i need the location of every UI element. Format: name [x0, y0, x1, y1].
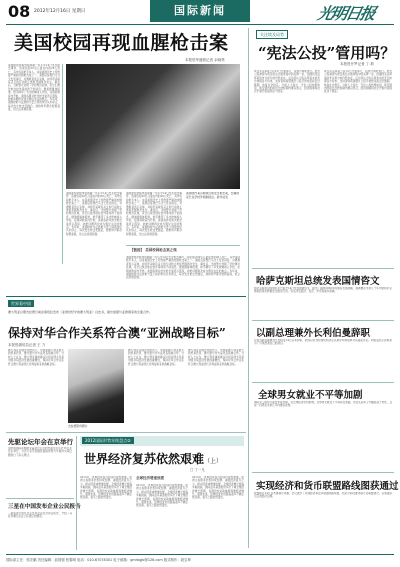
lead-column-3: 美国康涅狄格州纽敦镇一所小学14日发生枪击事件，造成包括20名儿童在内的28人死亡，其中包括枪手本人。这是美国历史上死伤最严重的校园枪击案之一。美国总统奥巴马当天发表讲话，对遇难者表示哀悼，并呼吁采取有意义的行动防止类似悲剧再次发生。事发后，当地警方封锁了学校周边区域，家长们焦急地在校外等待孩子的消息。据美国媒体报道，枪手携带了多支枪械闯入学校，在两间教室内开枪。美国各界对此次枪击案表示震惊，控枪问题再次成为舆论关注的焦点。多年来，美国控枪与反控枪力量之间的争论从未停止，每次发生枪击悲剧后，控枪呼声都会短暂高涨，但立法进展甚微。	[126, 192, 182, 236]
right-rule-4	[252, 472, 394, 473]
australia-intro: 澳大利亚总理吉拉德日前在堪培拉发布《亚洲世纪中的澳大利亚》白皮书，提出加强与亚洲国家的全面合作。	[8, 310, 153, 314]
main-column-divider	[248, 28, 249, 548]
economy-subhead: 全球经济增速放缓	[136, 476, 164, 480]
forum-column: 由中国国际问题研究基金会主办的先驱论坛年会15日在北京举行，与会专家学者围绕国际形势与中国外交等议题进行了深入研讨。	[8, 447, 72, 457]
left-small-rule	[6, 432, 246, 433]
header-rule	[6, 24, 394, 25]
eu-headline: 实现经济和货币联盟路线图获通过	[256, 481, 399, 492]
australia-photo	[68, 349, 124, 423]
economy-headline-suffix: （上）	[204, 458, 223, 465]
economy-headline-text: 世界经济复苏依然艰难	[84, 452, 205, 466]
lead-headline: 美国校园再现血腥枪击案	[14, 32, 229, 54]
link-text: 美国康涅狄格州纽敦镇一所小学14日发生枪击事件，造成包括20名儿童在内的28人死亡，其中包括枪手本人。这是美国历史上死伤最严重的校园枪击案之一。美国总统奥巴马当天发表讲话，对遇难者表示哀悼，并呼吁采取有意义的行动防止类似悲剧再次发生。事发后，当地警方封锁了学校周边区域，家长们焦急地在校外等待孩子的消息。据美国媒体报道，枪手携带了多支枪械闯入学校，在两间教室内开枪。美国各界对此次枪击案表示震惊，控枪问题再次成为舆论关注的焦点。多年来，美国控枪与反控枪力量之间的争论从未停止，每次发生枪击悲剧后，控枪呼声都会短暂高涨，但立法进展甚微。	[126, 256, 240, 280]
forum-headline: 先驱论坛年会在京举行	[8, 438, 73, 446]
australia-byline: 本报驻堪培拉记者 王 力	[8, 343, 46, 347]
page-footer: 国际部主任：郭宏鹏 责任编辑：邱国强 张黎明 电话：010-67078301 电子邮箱：gmrbgjb@126.com 版式制作：聂宝坤	[6, 554, 394, 562]
australia-column-1: 澳大利亚总理吉拉德表示，中国是澳大利亚最大的贸易伙伴，澳方愿与中方深化各领域合作。分析人士认为，澳大利亚越来越认识到亚洲尤其是中国对其经济发展的重要性，保持对华合作关系符合澳大利亚的长远利益和亚洲战略目标。	[8, 349, 64, 366]
lead-photo	[66, 64, 240, 189]
eu-column: 欧盟峰会14日在布鲁塞尔闭幕，会议通过了实现经济和货币联盟的路线图，同意分阶段推进银行业联盟建设，以加强欧元区的经济治理。	[254, 492, 392, 499]
lead-column-2: 美国康涅狄格州纽敦镇一所小学14日发生枪击事件，造成包括20名儿童在内的28人死亡，其中包括枪手本人。这是美国历史上死伤最严重的校园枪击案之一。美国总统奥巴马当天发表讲话，对遇难者表示哀悼，并呼吁采取有意义的行动防止类似悲剧再次发生。事发后，当地警方封锁了学校周边区域，家长们焦急地在校外等待孩子的消息。据美国媒体报道，枪手携带了多支枪械闯入学校，在两间教室内开枪。美国各界对此次枪击案表示震惊，控枪问题再次成为舆论关注的焦点。多年来，美国控枪与反控枪力量之间的争论从未停止，每次发生枪击悲剧后，控枪呼声都会短暂高涨，但立法进展甚微。	[66, 192, 122, 236]
lead-divider	[62, 64, 63, 264]
link-rule	[126, 245, 240, 246]
lieberman-headline: 以副总理兼外长利伯曼辞职	[256, 328, 371, 339]
lead-byline: 本报驻华盛顿记者 余晓葵	[185, 58, 225, 62]
employment-column: 国际劳工组织日前发布报告称，受全球经济危机影响，全球男女就业不平等状况加剧，女性失业率上升幅度高于男性，且这一趋势在未来几年内难以逆转。	[254, 401, 392, 408]
egypt-byline: 本报驻开罗记者 丁 莉	[340, 62, 374, 66]
australia-headline: 保持对华合作关系符合澳“亚洲战略目标”	[8, 326, 226, 340]
lead-column-1: 美国康涅狄格州纽敦镇一所小学14日发生枪击事件，造成包括20名儿童在内的28人死亡，其中包括枪手本人。这是美国历史上死伤最严重的校园枪击案之一。美国总统奥巴马当天发表讲话，对遇难者表示哀悼，并呼吁采取有意义的行动防止类似悲剧再次发生。事发后，当地警方封锁了学校周边区域，家长们焦急地在校外等待孩子的消息。据美国媒体报道，枪手携带了多支枪械闯入学校，在两间教室内开枪。美国各界对此次枪击案表示震惊，控枪问题再次成为舆论关注的焦点。多年来，美国控枪与反控枪力量之间的争论从未停止，每次发生枪击悲剧后，控枪呼声都会短暂高涨，但立法进展甚微。	[8, 64, 60, 112]
economy-column-3: 2012年，世界经济复苏的步伐依然艰难。欧洲主权债务危机持续发酵，美国经济复苏乏力，新兴经济体增速放缓，全球经济增长面临多重挑战。国际货币基金组织多次下调全球经济增长预期，各国纷纷采取措施刺激经济增长。展望未来，世界经济仍将面临诸多不确定性因素，复苏之路依然漫长。	[192, 476, 244, 500]
economy-column-1: 2012年，世界经济复苏的步伐依然艰难。欧洲主权债务危机持续发酵，美国经济复苏乏力，新兴经济体增速放缓，全球经济增长面临多重挑战。国际货币基金组织多次下调全球经济增长预期，各国纷纷采取措施刺激经济增长。展望未来，世界经济仍将面临诸多不确定性因素，复苏之路依然漫长。	[80, 476, 132, 500]
samsung-headline: 三星在中国发布企业公民报告	[8, 504, 81, 510]
kazakh-column: 哈萨克斯坦总统纳扎尔巴耶夫14日发表国情咨文，提出了面向2050年的国家发展战略，强调要在未来几十年内使哈萨克斯坦跻身世界最发达国家行列。咨文涉及经济、社会、外交等诸多领域。	[254, 287, 392, 294]
australia-column-2: 澳大利亚总理吉拉德表示，中国是澳大利亚最大的贸易伙伴，澳方愿与中方深化各领域合作。分析人士认为，澳大利亚越来越认识到亚洲尤其是中国对其经济发展的重要性，保持对华合作关系符合澳大利亚的长远利益和亚洲战略目标。	[128, 349, 184, 366]
section-banner: 国际新闻	[150, 0, 250, 22]
kazakh-headline: 哈萨克斯坦总统发表国情咨文	[256, 276, 380, 287]
lead-photo-caption: 美国纽约莱克斯顿日前发生枪击案，悲痛的家长在学校外相拥而泣。新华社发	[186, 192, 240, 199]
economy-column-2: 2012年，世界经济复苏的步伐依然艰难。欧洲主权债务危机持续发酵，美国经济复苏乏力，新兴经济体增速放缓，全球经济增长面临多重挑战。国际货币基金组织多次下调全球经济增长预期，各国纷纷采取措施刺激经济增长。展望未来，世界经济仍将面临诸多不确定性因素，复苏之路依然漫长。	[136, 484, 188, 508]
left-small-rule-2	[6, 498, 74, 499]
world-china-tag: 世界看中国	[8, 300, 34, 307]
employment-headline: 全球男女就业不平等加剧	[258, 390, 363, 401]
australia-top-rule	[6, 296, 246, 297]
lieberman-column: 以色列副总理兼外长利伯曼14日宣布辞职，此前以色列检察机构决定以欺诈和背信罪对其提起诉讼。利伯曼表示辞职是为了尽快澄清自己的清白。	[254, 339, 392, 346]
right-rule-1	[252, 268, 394, 269]
economy-headline	[84, 450, 222, 467]
egypt-headline: “宪法公投”管用吗？	[258, 44, 396, 62]
right-rule-2	[252, 320, 394, 321]
issue-date: 2012年12月16日 星期日	[34, 9, 86, 14]
economy-divider	[76, 436, 77, 550]
egypt-tag: 关注埃及局势	[256, 30, 288, 39]
australia-column-3: 澳大利亚总理吉拉德表示，中国是澳大利亚最大的贸易伙伴，澳方愿与中方深化各领域合作。分析人士认为，澳大利亚越来越认识到亚洲尤其是中国对其经济发展的重要性，保持对华合作关系符合澳大利亚的长远利益和亚洲战略目标。	[188, 349, 244, 366]
samsung-column: 三星集团日前在北京发布企业社会责任报告，介绍了其在华履行企业公民责任的情况。	[8, 512, 72, 519]
egypt-column-2: 埃及宪法草案公投15日开始举行，投票分两轮进行。此次公投被视为埃及政治过渡进程中的关键一步，但围绕宪法草案的争议和分歧仍然存在。反对派认为宪法草案未能充分体现各方诉求，支持者则希望通过公投尽快结束政治过渡期，恢复社会稳定。分析人士指出，无论公投结果如何，埃及国内的政治分歧短期内难以弥合，经济困境和社会矛盾仍将困扰这个国家。	[324, 70, 392, 94]
egypt-column-1: 埃及宪法草案公投15日开始举行，投票分两轮进行。此次公投被视为埃及政治过渡进程中的关键一步，但围绕宪法草案的争议和分歧仍然存在。反对派认为宪法草案未能充分体现各方诉求，支持者则希望通过公投尽快结束政治过渡期，恢复社会稳定。分析人士指出，无论公投结果如何，埃及国内的政治分歧短期内难以弥合，经济困境和社会矛盾仍将困扰这个国家。	[254, 70, 320, 94]
newspaper-logo: 光明日报	[315, 4, 376, 23]
link-subhead: 【链接】 美国校园枪击案之殇	[130, 248, 177, 252]
economy-byline: □ 丁一凡	[190, 468, 205, 472]
page-number: 08	[8, 2, 31, 21]
australia-photo-caption: 吉拉德资料图片	[68, 424, 88, 428]
right-rule-3	[252, 382, 394, 383]
economy-tag: 2012国际形势年终盘点②	[82, 437, 134, 444]
